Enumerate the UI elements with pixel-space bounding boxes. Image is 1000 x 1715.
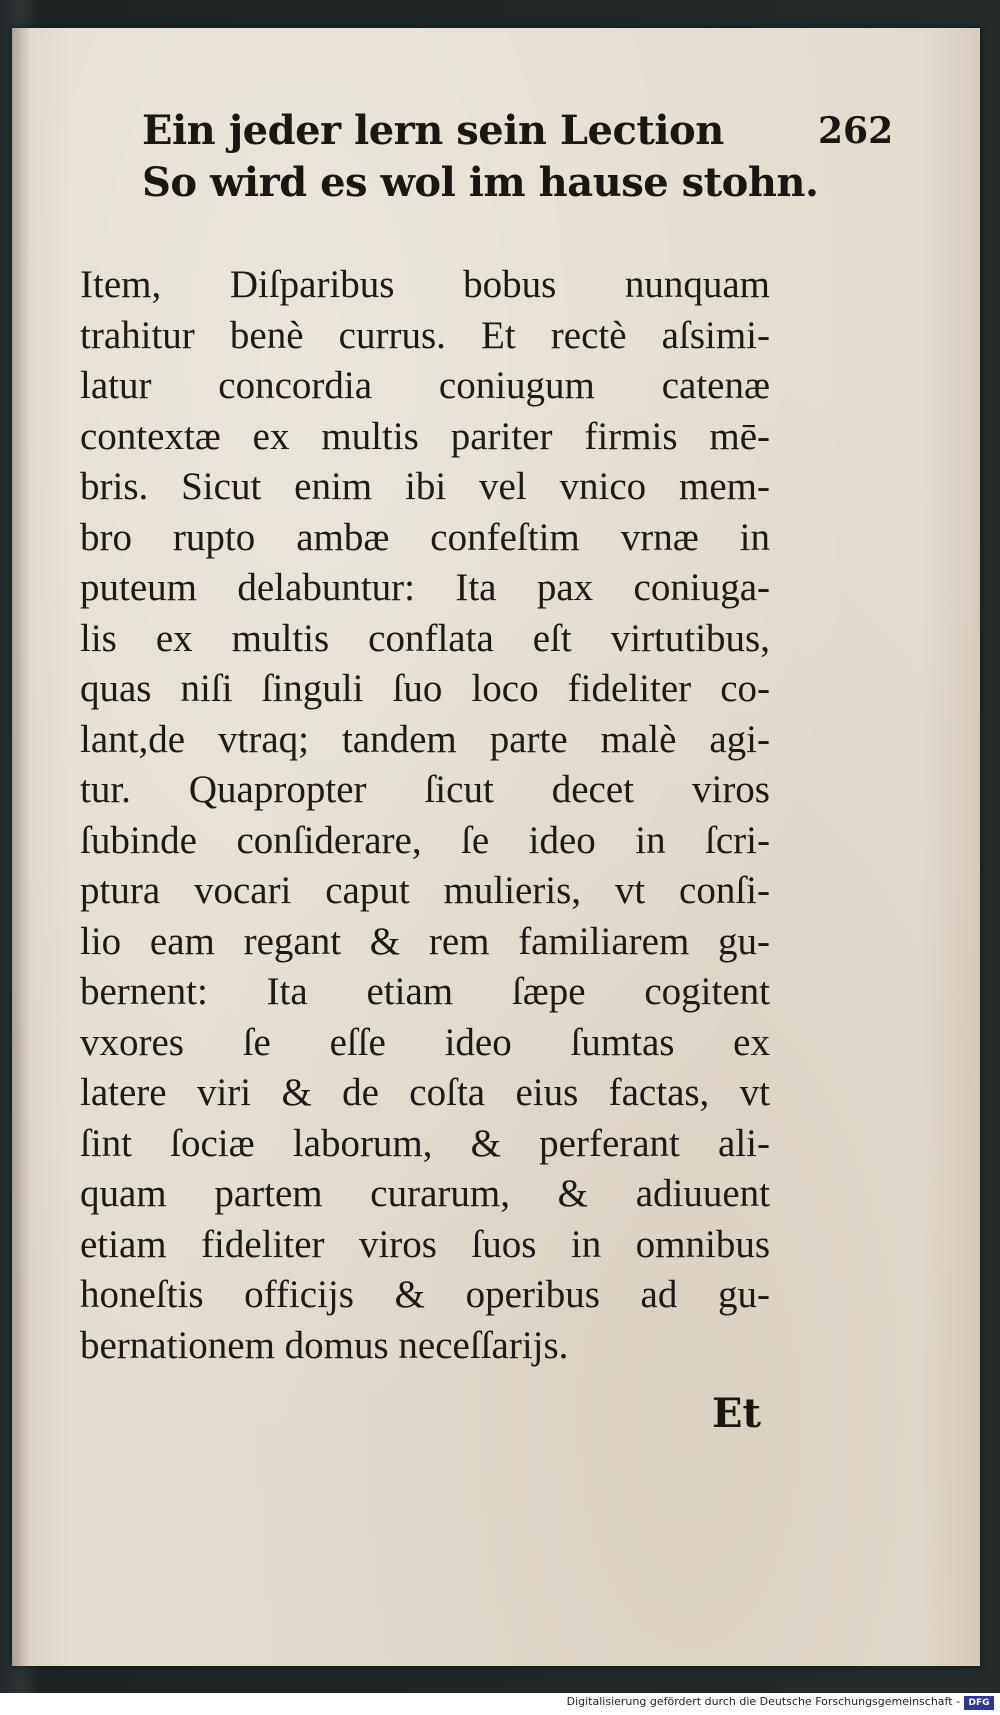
text-line: latere viri & de coſta eius factas, vt: [80, 1071, 770, 1114]
text-line: quam partem curarum, & adiuuent: [80, 1172, 770, 1215]
text-line: lis ex multis conflata eſt virtutibus,: [80, 616, 770, 660]
catchword: Et: [712, 1390, 761, 1437]
text-line: tur. Quapropter ſicut decet viros: [80, 768, 770, 811]
text-line: ſint ſociæ laborum, & perferant ali-: [80, 1121, 770, 1165]
body-text: [80, 260, 770, 1371]
text-line: trahitur benè currus. Et rectè aſsimi-: [80, 313, 770, 357]
text-line: puteum delabuntur: Ita pax coniuga-: [80, 566, 770, 609]
text-line: ptura vocari caput mulieris, vt conſi-: [80, 869, 770, 912]
text-line: etiam fideliter viros ſuos in omnibus: [80, 1222, 770, 1266]
footer-bar: [0, 1693, 1000, 1715]
text-line: bro rupto ambæ confeſtim vrnæ in: [80, 515, 770, 559]
dfg-logo-icon: DFG: [964, 1696, 994, 1710]
page-heading: [142, 105, 818, 209]
text-line: honeſtis officijs & operibus ad gu-: [80, 1273, 770, 1316]
text-line: contextæ ex multis pariter firmis mē-: [80, 414, 770, 458]
footer-credit: Digitalisierung gefördert durch die Deutsche Forschungsgemeinschaft -: [566, 1695, 960, 1708]
text-line: quas niſi ſinguli ſuo loco fideliter co-: [80, 667, 770, 710]
text-line: latur concordia coniugum catenæ: [80, 364, 770, 407]
text-line: bernent: Ita etiam ſæpe cogitent: [80, 970, 770, 1013]
text-line: bris. Sicut enim ibi vel vnico mem-: [80, 465, 770, 508]
text-line: bernationem domus neceſſarijs.: [80, 1323, 569, 1367]
heading-line: So wird es wol im hause stohn.: [142, 159, 819, 206]
text-line: vxores ſe eſſe ideo ſumtas ex: [80, 1020, 770, 1064]
text-line: lant,de vtraq; tandem parte malè agi-: [80, 717, 770, 761]
text-line: ſubinde conſiderare, ſe ideo in ſcri-: [80, 818, 770, 862]
page-spine-shadow: [12, 28, 30, 1666]
page-number: 262: [818, 110, 894, 152]
heading-line: Ein jeder lern sein Lection: [142, 107, 724, 154]
text-line: Item, Diſparibus bobus nunquam: [80, 263, 770, 306]
text-line: lio eam regant & rem familiarem gu-: [80, 919, 770, 963]
